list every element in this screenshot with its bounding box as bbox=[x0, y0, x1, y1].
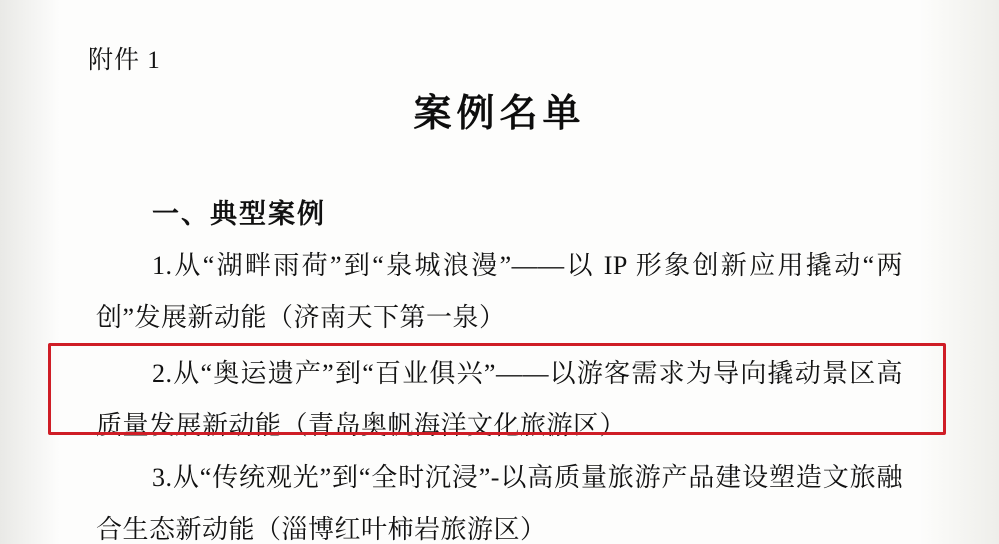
list-item-text: 从“传统观光”到“全时沉浸”-以高质量旅游产品建设塑造文旅融合生态新动能（淄博红叶柿岩旅游区） bbox=[96, 463, 903, 544]
page-title: 案例名单 bbox=[413, 93, 586, 135]
section-heading: 一、典型案例 bbox=[152, 199, 326, 229]
list-item-text: 从“奥运遗产”到“百业俱兴”——以游客需求为导向撬动景区高质量发展新动能（青岛奥帆海洋文化旅游区） bbox=[96, 359, 903, 440]
list-item bbox=[96, 452, 903, 544]
attachment-label: 附件 1 bbox=[88, 47, 161, 74]
list-item-number: 3. bbox=[152, 463, 173, 492]
list-item bbox=[96, 240, 903, 344]
list-item-number: 2. bbox=[152, 359, 173, 388]
list-item-number: 1. bbox=[152, 251, 173, 280]
list-item bbox=[96, 348, 903, 452]
list-item-text: 从“湖畔雨荷”到“泉城浪漫”——以 IP 形象创新应用撬动“两创”发展新动能（济南天下第一泉） bbox=[96, 251, 903, 332]
